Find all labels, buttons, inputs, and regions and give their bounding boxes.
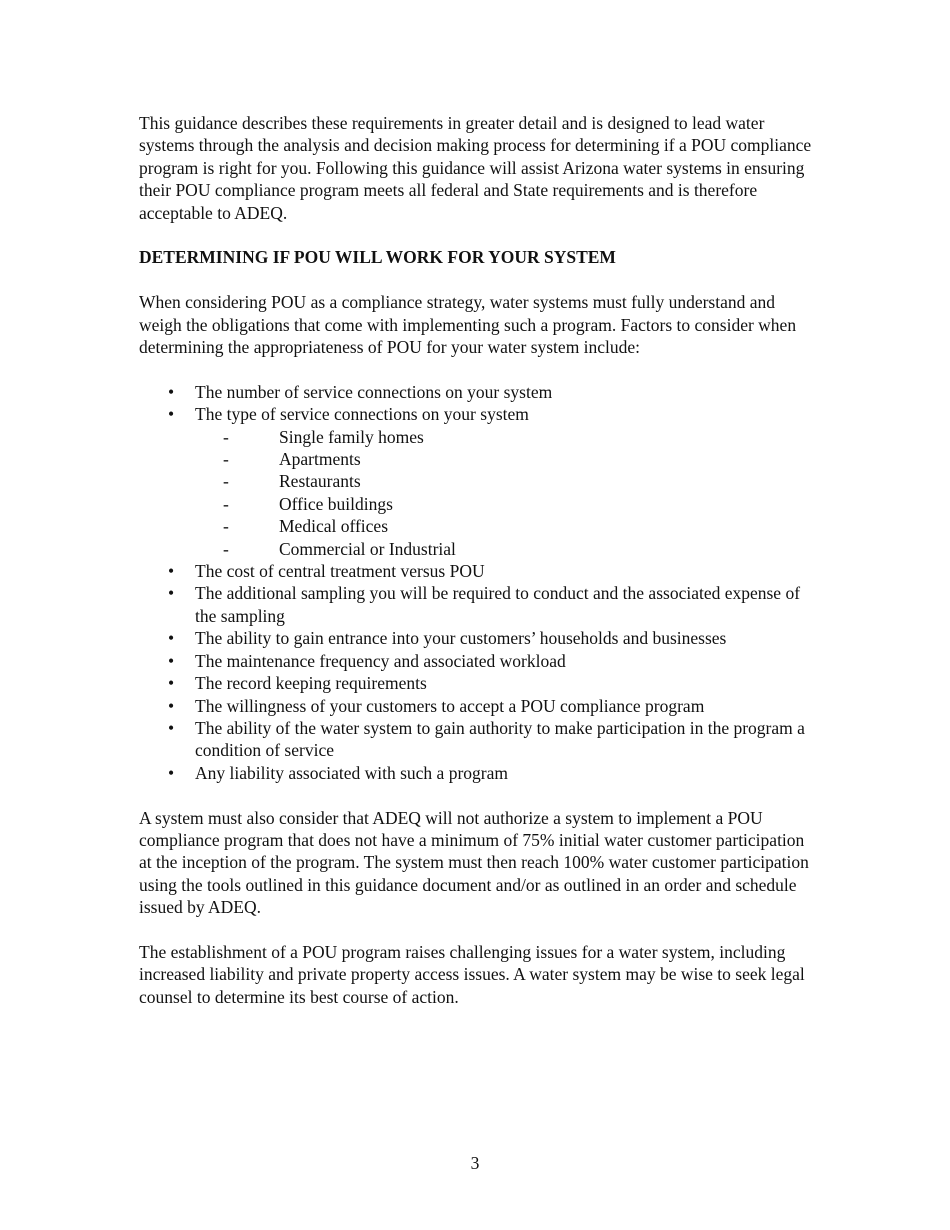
considerations-paragraph: When considering POU as a compliance strategy, water systems must fully understand and weigh the obligations that come with implementing such a program. Factors to consider when determining the appropriateness of POU for your water system include: xyxy=(139,292,797,358)
dash-icon: - xyxy=(223,493,229,514)
list-item-text: The maintenance frequency and associated workload xyxy=(195,650,566,671)
list-item-text: The number of service connections on your system xyxy=(195,381,553,402)
bullet-icon: • xyxy=(168,628,175,649)
sub-list-item-text: Single family homes xyxy=(279,426,424,447)
bullet-icon: • xyxy=(168,381,175,402)
list-item xyxy=(139,381,819,403)
list-item xyxy=(139,627,819,649)
sub-list-item xyxy=(195,493,819,515)
page-number: 3 xyxy=(470,1153,480,1173)
list-item-text: The type of service connections on your system xyxy=(195,404,529,425)
list-item-text: Any liability associated with such a program xyxy=(195,762,508,783)
sub-list-item-text: Restaurants xyxy=(279,471,361,492)
intro-paragraph: This guidance describes these requirements in greater detail and is designed to lead water systems through the analysis and decision making process for determining if a POU compliance program is right for you. Following this guidance will assist Arizona water systems in ensuring their POU compliance program meets all federal and State requirements and is therefore acceptable to ADEQ. xyxy=(139,113,812,223)
dash-icon: - xyxy=(223,449,229,470)
dash-icon: - xyxy=(223,538,229,559)
list-item-text: The cost of central treatment versus POU xyxy=(195,561,485,582)
list-item-text: The willingness of your customers to accept a POU compliance program xyxy=(195,695,705,716)
bullet-icon: • xyxy=(168,695,175,716)
bullet-icon: • xyxy=(168,717,175,738)
list-item xyxy=(139,762,819,784)
sub-list-item-text: Apartments xyxy=(279,449,361,470)
factors-list xyxy=(139,381,819,784)
sub-list-item xyxy=(195,448,819,470)
list-item xyxy=(139,717,819,762)
list-item xyxy=(139,650,819,672)
dash-icon: - xyxy=(223,516,229,537)
list-item xyxy=(139,672,819,694)
list-item-text: The additional sampling you will be required to conduct and the associated expense of the sampling xyxy=(195,583,801,626)
sub-list-item-text: Commercial or Industrial xyxy=(279,538,456,559)
bullet-icon: • xyxy=(168,762,175,783)
document-page xyxy=(139,112,819,1031)
sub-list-item-text: Office buildings xyxy=(279,493,393,514)
participation-paragraph: A system must also consider that ADEQ will not authorize a system to implement a POU compliance program that does not have a minimum of 75% initial water customer participation at the inception of the program. The system must then reach 100% water customer participation using the tools outlined in this guidance document and/or as outlined in an order and schedule issued by ADEQ. xyxy=(139,807,809,918)
dash-icon: - xyxy=(223,471,229,492)
sub-list-item-text: Medical offices xyxy=(279,516,389,537)
connection-types-list xyxy=(195,426,819,560)
sub-list-item xyxy=(195,515,819,537)
section-heading: DETERMINING IF POU WILL WORK FOR YOUR SYSTEM xyxy=(139,247,616,268)
bullet-icon: • xyxy=(168,650,175,671)
bullet-icon: • xyxy=(168,561,175,582)
list-item-text: The ability of the water system to gain authority to make participation in the program a condition of service xyxy=(195,717,805,761)
bullet-icon: • xyxy=(168,583,175,604)
sub-list-item xyxy=(195,470,819,492)
dash-icon: - xyxy=(223,426,229,447)
bullet-icon: • xyxy=(168,404,175,425)
legal-paragraph: The establishment of a POU program raises challenging issues for a water system, including increased liability and private property access issues. A water system may be wise to seek legal counsel to determine its best course of action. xyxy=(139,941,805,1007)
list-item-text: The ability to gain entrance into your customers’ households and businesses xyxy=(195,628,727,649)
list-item xyxy=(139,560,819,582)
list-item xyxy=(139,403,819,560)
list-item-text: The record keeping requirements xyxy=(195,673,427,694)
sub-list-item xyxy=(195,538,819,560)
bullet-icon: • xyxy=(168,673,175,694)
list-item xyxy=(139,582,819,627)
sub-list-item xyxy=(195,426,819,448)
list-item xyxy=(139,695,819,717)
